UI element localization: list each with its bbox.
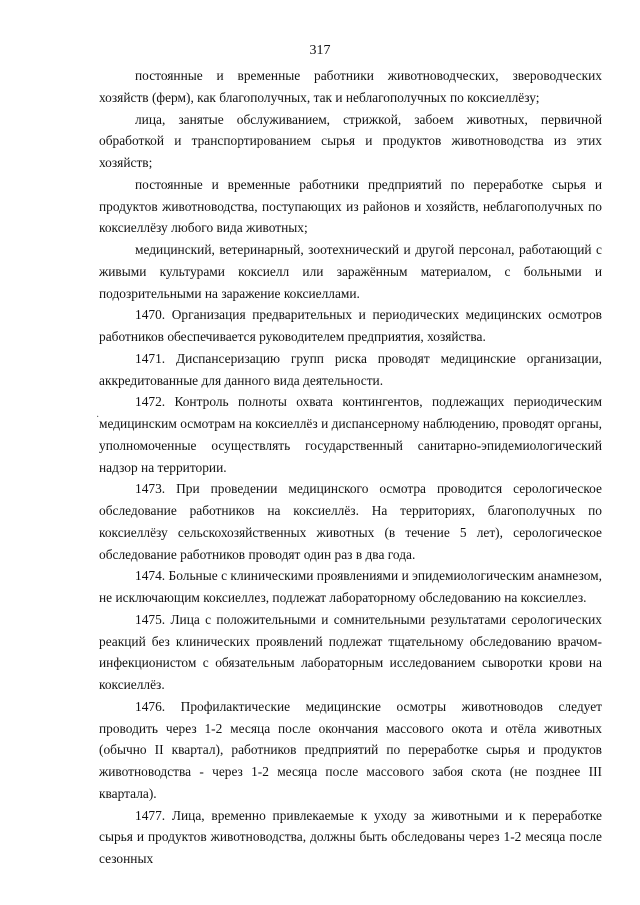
paragraph-1471: 1471. Диспансеризацию групп риска проводят медицинские организации, аккредитованные для данного вида деятельности.	[99, 350, 602, 388]
paragraph-group-item-1: постоянные и временные работники животноводческих, звероводческих хозяйств (ферм), как благополучных, так и неблагополучных по коксиеллёзу;	[99, 68, 602, 105]
paragraph-1476: 1476. Профилактические медицинские осмотры животноводов следует проводить через 1-2 месяца после окончания массового окота и отёла животных (обычно II квартал), работников предприятий по переработке сырья и продуктов животноводства - через 1-2 месяца после массового забоя скота (не позднее III квартала).	[99, 698, 602, 801]
paragraph-1472: 1472. Контроль полноты охвата контингентов, подлежащих периодическим медицинским осмотрам на коксиеллёз и диспансерному наблюдению, проводят органы, уполномоченные осуществлять государственный санитарно-эпидемиологический надзор на территории.	[99, 394, 602, 475]
paragraph-1473: 1473. При проведении медицинского осмотра проводится серологическое обследование работников на коксиеллёз. На территориях, благополучных по коксиеллёзу сельскохозяйственных животных (в течение 5 лет), серологическое обследование работников проводят один раз в два года.	[99, 481, 602, 562]
document-body	[99, 65, 602, 870]
paragraph-group-item-3: постоянные и временные работники предприятий по переработке сырья и продуктов животноводства, поступающих из районов и хозяйств, неблагополучных по коксиеллёзу любого вида животных;	[99, 176, 602, 236]
paragraph-1477: 1477. Лица, временно привлекаемые к уходу за животными и к переработке сырья и продуктов животноводства, должны быть обследованы через 1-2 месяца после сезонных	[99, 807, 602, 866]
paragraph-group-item-4: медицинский, ветеринарный, зоотехнический и другой персонал, работающий с живыми культурами коксиелл или заражённым материалом, с больными и подозрительными на заражение коксиеллами.	[99, 242, 602, 301]
scan-speck: ·	[96, 412, 100, 423]
page-number: 317	[309, 43, 331, 58]
paragraph-1470: 1470. Организация предварительных и периодических медицинских осмотров работников обеспечивается руководителем предприятия, хозяйства.	[99, 307, 602, 344]
paragraph-1474: 1474. Больные с клиническими проявлениями и эпидемиологическим анамнезом, не исключающим коксиеллез, подлежат лабораторному обследованию на коксиеллез.	[99, 568, 602, 605]
paragraph-group-item-2: лица, занятые обслуживанием, стрижкой, забоем животных, первичной обработкой и транспортированием сырья и продуктов животноводства из этих хозяйств;	[99, 111, 602, 170]
paragraph-1475: 1475. Лица с положительными и сомнительными результатами серологических реакций без клинических проявлений подлежат тщательному обследованию врачом-инфекционистом с обязательным лабораторным исследованием сыворотки крови на коксиеллёз.	[99, 611, 602, 692]
